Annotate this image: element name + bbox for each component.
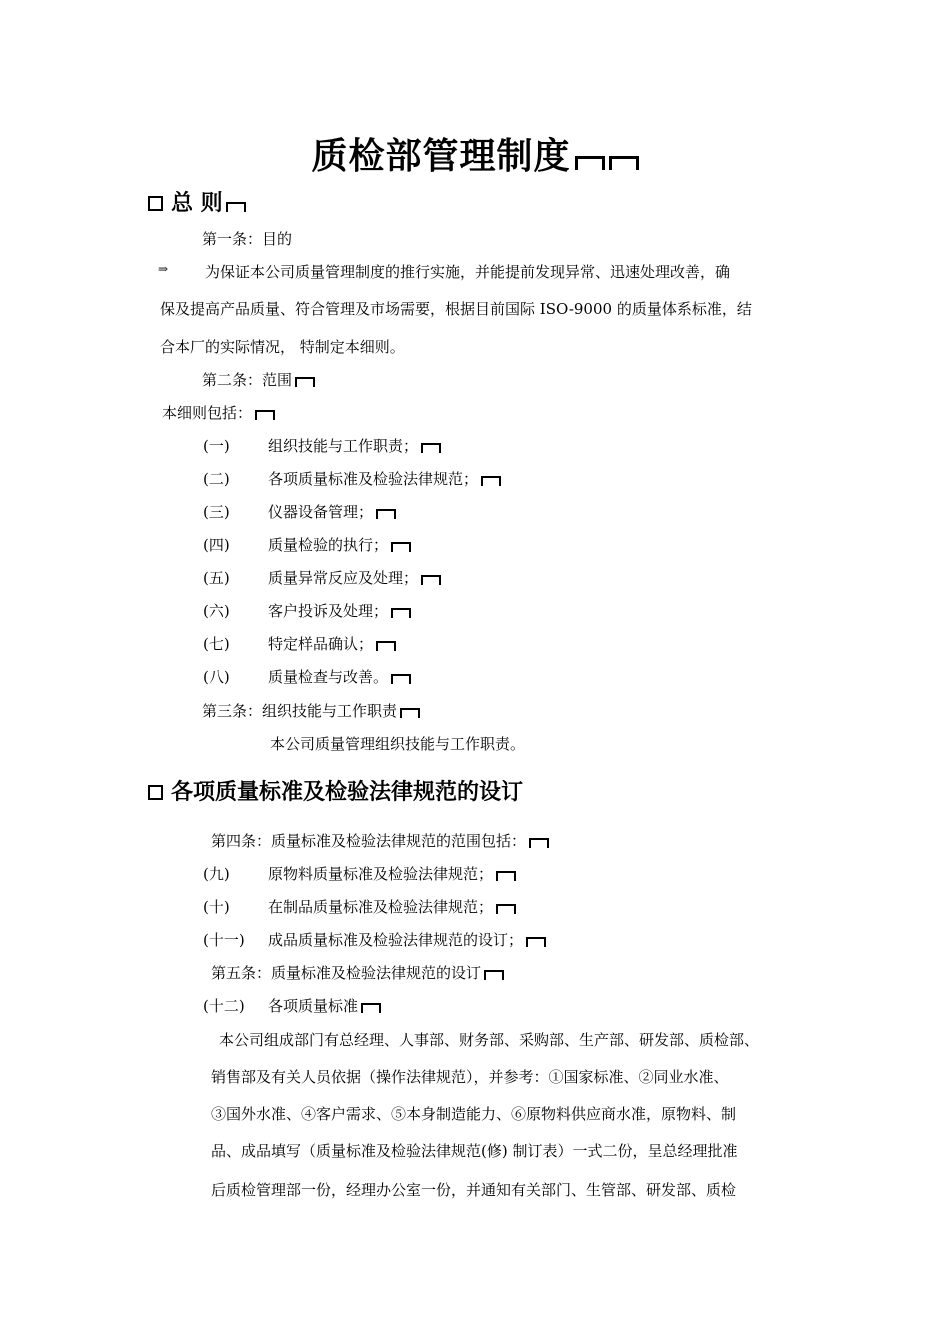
format-mark-icon xyxy=(481,476,501,486)
article1-label: 第一条：目的 xyxy=(202,230,293,248)
list-item: (六) 客户投诉及处理； xyxy=(203,600,411,621)
list-item: (三) 仪器设备管理； xyxy=(203,501,396,522)
checkbox-square-icon xyxy=(148,196,163,211)
list-item: (七) 特定样品确认； xyxy=(203,633,396,654)
checkbox-square-icon xyxy=(148,785,163,800)
body-line-1: 本公司组成部门有总经理、人事部、财务部、采购部、生产部、研发部、质检部、 xyxy=(219,1031,760,1049)
body-line-2: 销售部及有关人员依据（操作法律规范），并参考：①国家标准、②同业水准、 xyxy=(211,1068,729,1086)
format-mark-icon xyxy=(496,904,516,914)
format-mark-icon xyxy=(361,1003,381,1013)
body-line-3: ③国外水准、④客户需求、⑤本身制造能力、⑥原物料供应商水准，原物料、制 xyxy=(211,1105,737,1123)
format-mark-icon xyxy=(609,156,639,170)
title-text: 质检部管理制度 xyxy=(311,136,571,177)
format-mark-icon xyxy=(391,608,411,618)
list-item: (五) 质量异常反应及处理； xyxy=(203,567,441,588)
list-item: (十二) 各项质量标准 xyxy=(203,995,381,1016)
body-line-5: 后质检管理部一份，经理办公室一份，并通知有关部门、生管部、研发部、质检 xyxy=(211,1181,737,1199)
format-mark-icon xyxy=(575,156,605,170)
section2-heading-text: 各项质量标准及检验法律规范的设订 xyxy=(171,780,524,805)
format-mark-icon xyxy=(391,542,411,552)
list-item: (十一) 成品质量标准及检验法律规范的设订； xyxy=(203,929,546,950)
list-item: (九) 原物料质量标准及检验法律规范； xyxy=(203,863,516,884)
format-mark-icon xyxy=(526,937,546,947)
format-mark-icon xyxy=(400,708,420,718)
list-item: (八) 质量检查与改善。 xyxy=(203,666,411,687)
document-title xyxy=(0,128,950,179)
section1-heading-text: 总 则 xyxy=(171,191,223,216)
section1-heading xyxy=(148,186,246,217)
list-item: (十) 在制品质量标准及检验法律规范； xyxy=(203,896,516,917)
article1-line-1: 为保证本公司质量管理制度的推行实施，并能提前发现异常、迅速处理改善，确 xyxy=(205,263,731,281)
article4-label: 第四条：质量标准及检验法律规范的范围包括： xyxy=(211,830,549,851)
article5-label: 第五条：质量标准及检验法律规范的设订 xyxy=(211,962,504,983)
includes-label: 本细则包括： xyxy=(162,402,275,423)
body-line-4: 品、成品填写（质量标准及检验法律规范(修) 制订表）一式二份，呈总经理批准 xyxy=(211,1142,738,1160)
format-mark-icon xyxy=(255,410,275,420)
format-mark-icon xyxy=(376,509,396,519)
article2-label: 第二条：范围 xyxy=(202,369,315,390)
format-mark-icon xyxy=(496,871,516,881)
section2-heading xyxy=(148,775,523,806)
format-mark-icon xyxy=(421,443,441,453)
format-mark-icon xyxy=(376,641,396,651)
format-mark-icon xyxy=(226,202,246,212)
format-mark-icon xyxy=(391,674,411,684)
list-item: (四) 质量检验的执行； xyxy=(203,534,411,555)
list-item: (二) 各项质量标准及检验法律规范； xyxy=(203,468,501,489)
article3-label: 第三条：组织技能与工作职责 xyxy=(202,700,420,721)
format-mark-icon xyxy=(484,970,504,980)
format-mark-icon xyxy=(295,377,315,387)
arrow-bullet-icon: ⇒ xyxy=(158,262,169,276)
article1-line-2: 保及提高产品质量、符合管理及市场需要，根据目前国际 ISO-9000 的质量体系标准，结 xyxy=(160,300,752,318)
format-mark-icon xyxy=(529,838,549,848)
article1-line-3: 合本厂的实际情况， 特制定本细则。 xyxy=(160,338,405,356)
list-item: (一) 组织技能与工作职责； xyxy=(203,435,441,456)
article3-body: 本公司质量管理组织技能与工作职责。 xyxy=(270,735,526,753)
format-mark-icon xyxy=(421,575,441,585)
